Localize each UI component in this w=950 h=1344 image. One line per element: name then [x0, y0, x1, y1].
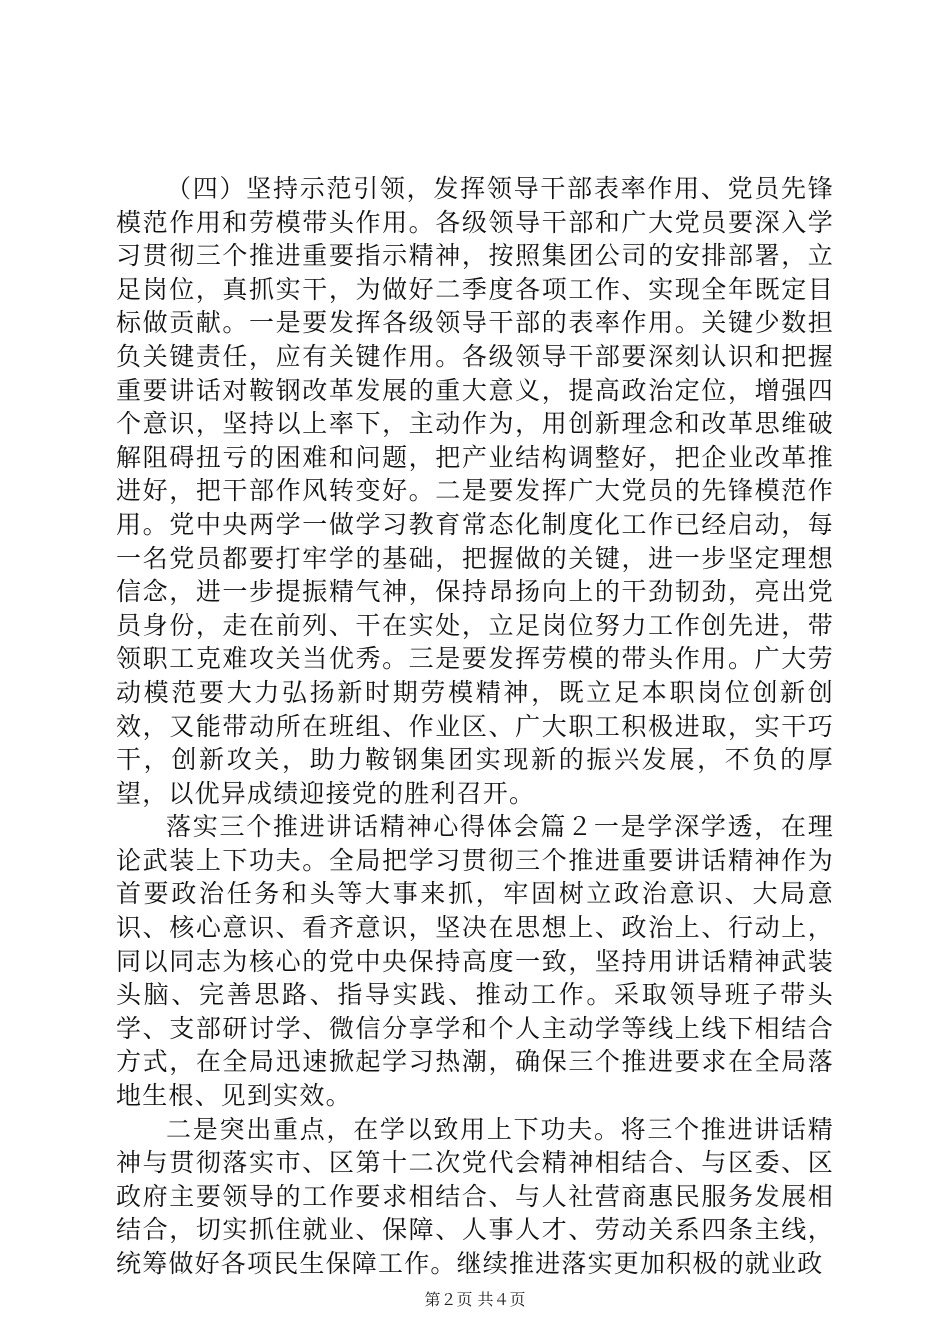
paragraph: 二是突出重点，在学以致用上下功夫。将三个推进讲话精神与贯彻落实市、区第十二次党代会精神相结合、与区委、区政府主要领导的工作要求相结合、与人社营商惠民服务发展相结合，切实抓住就业、保障、人事人才、劳动关系四条主线，统筹做好各项民生保障工作。继续推进落实更加积极的就业政: [116, 1114, 834, 1278]
document-body: [116, 172, 834, 1281]
page-number-footer: 第２页 共４页: [424, 1290, 526, 1309]
paragraph: 落实三个推进讲话精神心得体会篇２一是学深学透，在理论武装上下功夫。全局把学习贯彻三个推进重要讲话精神作为首要政治任务和头等大事来抓，牢固树立政治意识、大局意识、核心意识、看齐意识，坚决在思想上、政治上、行动上，同以同志为核心的党中央保持高度一致，坚持用讲话精神武装头脑、完善思路、指导实践、推动工作。采取领导班子带头学、支部研讨学、微信分享学和个人主动学等线上线下相结合方式，在全局迅速掀起学习热潮，确保三个推进要求在全局落地生根、见到实效。: [116, 812, 834, 1111]
paragraph: （四）坚持示范引领，发挥领导干部表率作用、党员先锋模范作用和劳模带头作用。各级领导干部和广大党员要深入学习贯彻三个推进重要指示精神，按照集团公司的安排部署，立足岗位，真抓实干，为做好二季度各项工作、实现全年既定目标做贡献。一是要发挥各级领导干部的表率作用。关键少数担负关键责任，应有关键作用。各级领导干部要深刻认识和把握重要讲话对鞍钢改革发展的重大意义，提高政治定位，增强四个意识，坚持以上率下，主动作为，用创新理念和改革思维破解阻碍扭亏的困难和问题，把产业结构调整好，把企业改革推进好，把干部作风转变好。二是要发挥广大党员的先锋模范作用。党中央两学一做学习教育常态化制度化工作已经启动，每一名党员都要打牢学的基础，把握做的关键，进一步坚定理想信念，进一步提振精气神，保持昂扬向上的干劲韧劲，亮出党员身份，走在前列、干在实处，立足岗位努力工作创先进，带领职工克难攻关当优秀。三是要发挥劳模的带头作用。广大劳动模范要大力弘扬新时期劳模精神，既立足本职岗位创新创效，又能带动所在班组、作业区、广大职工积极进取，实干巧干，创新攻关，助力鞍钢集团实现新的振兴发展，不负的厚望，以优异成绩迎接党的胜利召开。: [116, 174, 834, 808]
